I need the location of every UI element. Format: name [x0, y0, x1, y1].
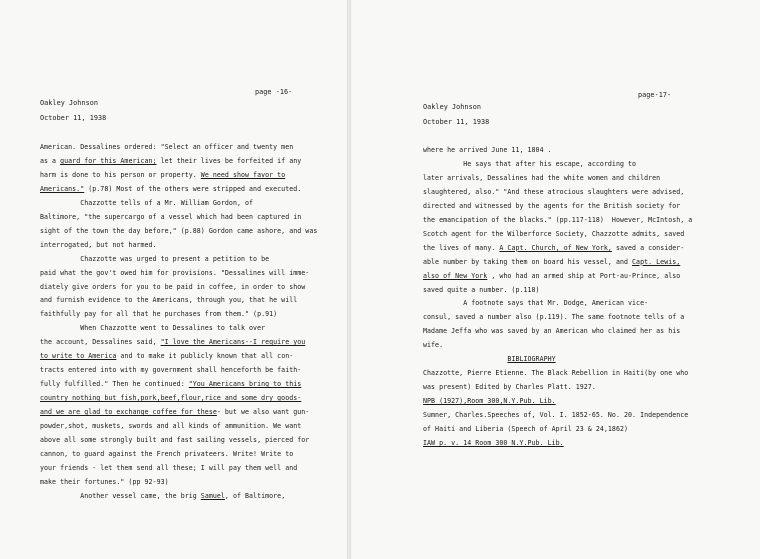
text-line: [423, 384, 596, 391]
underlined-text: "I love the Americans--I require you: [160, 338, 306, 347]
underlined-text: to write to America: [40, 352, 117, 361]
text-run: , who had an armed ship at Port-au-Prince, also: [487, 271, 681, 280]
text-line: [40, 325, 265, 332]
text-line: [423, 203, 680, 210]
text-line: [40, 284, 305, 291]
text-run: Another vessel came, the brig: [40, 491, 201, 500]
text-line: [40, 242, 157, 249]
text-line: [423, 245, 684, 252]
text-run: let their lives be forfeited if any: [156, 156, 302, 165]
page-number: page -16-: [255, 88, 293, 96]
text-line: [423, 426, 628, 433]
text-run: and to make it publicly known that all con-: [116, 352, 294, 361]
text-run: paid what the gov't owed him for provisions. "Dessalines will imme-: [40, 268, 310, 277]
text-line: [40, 311, 277, 318]
text-line: [423, 370, 688, 377]
text-run: was present) Edited by Charles Platt. 1927.: [423, 383, 596, 392]
text-line: [423, 189, 684, 196]
text-line: [423, 412, 688, 419]
text-run: later arrivals, Dessalines had the white women and children: [423, 173, 661, 182]
underlined-text: NPB (1927),Room 300,N.Y.Pub. Lib.: [423, 397, 556, 406]
text-line: [423, 356, 556, 363]
text-run: Chazzotte tells of a Mr. William Gordon, of: [40, 198, 254, 207]
text-line: [40, 158, 301, 165]
text-run: able number by taking them on board his vessel, and: [423, 257, 633, 266]
text-line: [40, 423, 301, 430]
text-run: saved a consider-: [611, 243, 685, 252]
text-run: Madame Jeffa who was saved by an American who claimed her as his: [423, 327, 681, 336]
underlined-text: Samuel: [200, 491, 225, 500]
document-date: October 11, 1938: [423, 118, 490, 126]
text-run: faithfully pay for all that he purchases from them." (p.91): [40, 310, 278, 319]
text-run: wife.: [423, 341, 444, 350]
text-line: [423, 161, 636, 168]
underlined-text: "You Americans bring to this: [188, 380, 302, 389]
text-line: [40, 200, 253, 207]
underlined-text: A Capt. Church, of New York,: [499, 243, 612, 252]
text-line: [423, 147, 552, 154]
text-run: sight of the town the day before," (p.88) Gordon came ashore, and was: [40, 226, 318, 235]
text-line: [423, 398, 556, 405]
text-line: [40, 395, 301, 402]
text-run: saved quite a number. (p.118): [423, 285, 540, 294]
text-line: [40, 409, 309, 416]
text-line: [40, 479, 169, 486]
text-line: [423, 217, 692, 224]
document-date: October 11, 1938: [40, 114, 107, 122]
text-run: make their fortunes." (pp 92-93): [40, 477, 169, 486]
text-line: [40, 353, 293, 360]
text-line: [40, 297, 297, 304]
right-page: [351, 0, 760, 559]
text-line: [423, 273, 680, 280]
underlined-text: Capt. Lewis,: [632, 257, 681, 266]
text-run: as a: [40, 156, 61, 165]
text-run: He says that after his escape, according to: [423, 159, 637, 168]
text-run: Sumner, Charles.Speeches of, Vol. I. 1852-65. No. 20. Independence: [423, 411, 689, 420]
text-run: directed and witnessed by the agents for the British society for: [423, 201, 681, 210]
text-run: American. Dessalines ordered: "Select an officer and twenty men: [40, 143, 294, 151]
text-line: [40, 270, 309, 277]
author-name: Oakley Johnson: [40, 99, 98, 107]
text-run: Baltimore, "the supercargo of a vessel which had been captured in: [40, 212, 302, 221]
text-line: [40, 214, 301, 221]
text-line: [423, 342, 443, 349]
text-run: harm is done to his person or property.: [40, 170, 201, 179]
underlined-text: and we are glad to exchange coffee for these: [40, 408, 217, 417]
text-run: above all some strongly built and fast sailing vessels, pierced for: [40, 435, 310, 444]
text-line: [40, 437, 309, 444]
text-run: A footnote says that Mr. Dodge, American vice-: [423, 299, 649, 308]
text-line: [423, 328, 680, 335]
text-line: [40, 465, 297, 472]
text-line: [40, 256, 269, 263]
text-line: [40, 172, 285, 179]
underlined-text: guard for this American;: [60, 156, 157, 165]
text-run: Chazzotte, Pierre Etienne. The Black Rebellion in Haiti(by one who: [423, 369, 689, 378]
text-run: , of Baltimore,: [224, 491, 286, 500]
text-run: diately give orders for you to be paid in coffee, in order to show: [40, 282, 306, 291]
author-name: Oakley Johnson: [423, 103, 481, 111]
underlined-text: IAW p. v. 14 Room 300 N.Y.Pub. Lib.: [423, 438, 564, 447]
text-line: [423, 231, 684, 238]
text-run: cannon, to guard against the French privateers. Write! Write to: [40, 449, 294, 458]
text-run: where he arrived June 11, 1804 .: [423, 146, 552, 154]
text-line: [40, 228, 317, 235]
text-run: (p.78) Most of the others were stripped and executed.: [84, 184, 302, 193]
page-number: page-17-: [638, 91, 672, 99]
text-run: powder,shot, muskets, swords and all kinds of ammunition. We want: [40, 422, 302, 430]
text-line: [40, 186, 301, 193]
text-line: [40, 367, 301, 374]
underlined-text: We need show favor to: [200, 170, 286, 179]
text-run: Chazzotte was urged to present a petition to be: [40, 254, 270, 263]
text-line: [40, 381, 301, 388]
text-run: of Haiti and Liberia (Speech of April 23 & 24,1862): [423, 425, 629, 433]
underlined-text: Americans.": [40, 184, 85, 193]
text-line: [40, 493, 285, 500]
text-line: [423, 314, 684, 321]
text-run: the emancipation of the blacks." (pp.117-118) However, McIntosh, a: [423, 215, 693, 224]
underlined-text: country nothing but fish,pork,beef,flour,rice and some dry goods-: [40, 394, 302, 403]
text-line: [423, 440, 564, 447]
text-run: the lives of many.: [423, 243, 500, 252]
text-run: and furnish evidence to the Americans, through you, that he will: [40, 296, 298, 305]
text-run: Scotch agent for the Wilberforce Society, Chazzotte admits, saved: [423, 229, 685, 238]
text-run: - but we also want gun-: [216, 408, 310, 417]
text-run: tracts entered into with my government shall henceforth be faith-: [40, 366, 302, 375]
text-line: [423, 287, 540, 294]
text-line: [40, 144, 293, 151]
text-line: [423, 175, 660, 182]
text-run: slaughtered, also." "And these atrocious slaughters were advised,: [423, 187, 685, 196]
text-run: fully fulfilled." Then he continued:: [40, 380, 189, 389]
text-line: [40, 451, 293, 458]
left-page: [0, 0, 350, 559]
text-run: the account, Dessalines said,: [40, 338, 161, 347]
text-run: your friends - let them send all these; I will pay them well and: [40, 463, 298, 472]
underlined-text: BIBLIOGRAPHY: [507, 355, 556, 364]
text-run: interrogated, but not harmed.: [40, 240, 157, 249]
text-line: [423, 300, 648, 307]
text-run: [423, 355, 507, 363]
text-line: [423, 259, 680, 266]
underlined-text: also of New York: [423, 271, 488, 280]
text-line: [40, 339, 305, 346]
text-run: When Chazzotte went to Dessalines to talk over: [40, 324, 266, 333]
text-run: consul, saved a number also (p.119). The same footnote tells of a: [423, 313, 685, 322]
